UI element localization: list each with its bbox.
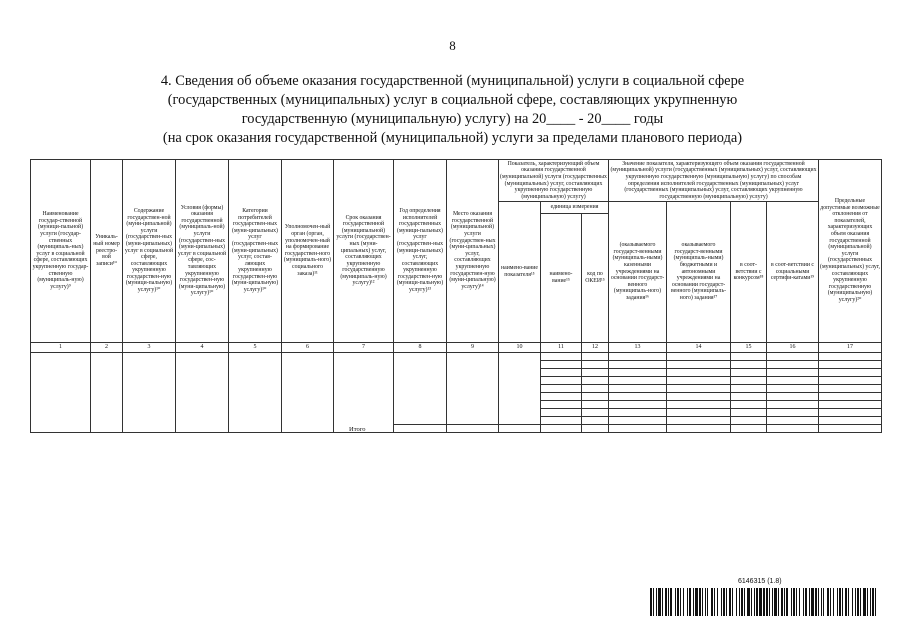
- cell[interactable]: [541, 384, 582, 392]
- column-number: 6: [282, 342, 334, 352]
- cell-service-conditions[interactable]: [176, 352, 229, 432]
- cell[interactable]: [731, 352, 767, 360]
- cell[interactable]: [582, 400, 609, 408]
- column-number: 1: [31, 342, 91, 352]
- total-label: Итого: [349, 426, 366, 433]
- header-executor-year: Год определения исполнителей государственных (муници-пальных) услуг (государствен-ных (муници-пальных) услуг, составляющих укрупненную государствен-ную (муници-пальную) услугу)¹³: [394, 160, 447, 343]
- service-volume-table: [30, 159, 882, 433]
- barcode-bar: [805, 588, 807, 616]
- total-cell[interactable]: [541, 424, 582, 432]
- cell[interactable]: [609, 392, 667, 400]
- barcode-bar: [863, 588, 866, 616]
- cell[interactable]: [731, 384, 767, 392]
- section-title: [60, 72, 845, 148]
- barcode-bar: [793, 588, 795, 616]
- column-number: 14: [667, 342, 731, 352]
- cell[interactable]: [767, 392, 819, 400]
- cell[interactable]: [667, 384, 731, 392]
- column-number: 8: [394, 342, 447, 352]
- barcode-bar: [778, 588, 779, 616]
- cell[interactable]: [819, 352, 882, 360]
- barcode-bar: [811, 588, 814, 616]
- cell[interactable]: [582, 360, 609, 368]
- cell[interactable]: [582, 376, 609, 384]
- column-number: 11: [541, 342, 582, 352]
- header-unit-of-measure: единица измерения: [541, 202, 609, 214]
- column-number: 10: [499, 342, 541, 352]
- barcode-bar: [702, 588, 703, 616]
- barcode-bar: [656, 588, 657, 616]
- cell[interactable]: [609, 408, 667, 416]
- total-service-place[interactable]: [447, 424, 499, 432]
- barcode-bar: [693, 588, 694, 616]
- barcode-bar: [784, 588, 785, 616]
- cell[interactable]: [767, 384, 819, 392]
- barcode-bar: [852, 588, 853, 616]
- cell[interactable]: [731, 416, 767, 424]
- barcode-bar: [821, 588, 822, 616]
- barcode-bar: [677, 588, 679, 616]
- cell[interactable]: [609, 360, 667, 368]
- barcode-bar: [759, 588, 762, 616]
- barcode-bar: [763, 588, 765, 616]
- barcode-bar: [751, 588, 752, 616]
- barcode-bar: [845, 588, 847, 616]
- barcode-bar: [870, 588, 871, 616]
- header-state-assignment-budget: оказываемого государст-венными (муниципаль-ными) бюджетными и автономными учреждениями на основании государст-венного (муниципаль-ного) задания¹⁷: [667, 202, 731, 343]
- barcode-bar: [815, 588, 817, 616]
- header-indicator-value-group: Значение показателя, характеризующего объем оказания государственной (муниципальной) услуги (государственных (муниципальных) услуг, составляющих укрупненную государственную (муниципальную) услугу) по способам определения исполнителей государственных (муниципальных) услуг (государственных (муниципальных) услуг, составляющих укрупненную государственную (муниципальную) услугу): [610, 160, 817, 200]
- cell-service-place[interactable]: [447, 352, 499, 424]
- cell[interactable]: [731, 368, 767, 376]
- cell[interactable]: [731, 400, 767, 408]
- barcode-bar: [769, 588, 770, 616]
- column-number: 13: [609, 342, 667, 352]
- barcode-bar: [683, 588, 684, 616]
- barcode-bar: [650, 588, 652, 616]
- barcode-bar: [721, 588, 722, 616]
- column-number: 17: [819, 342, 882, 352]
- cell[interactable]: [541, 368, 582, 376]
- barcode-bar: [668, 588, 669, 616]
- cell[interactable]: [667, 408, 731, 416]
- total-cell[interactable]: [609, 424, 667, 432]
- header-unit-name: наимено-вание¹⁵: [541, 214, 582, 342]
- barcode-bar: [799, 588, 800, 616]
- cell[interactable]: [767, 376, 819, 384]
- cell[interactable]: [582, 392, 609, 400]
- table-body: [31, 352, 882, 432]
- title-line-3: государственную (муниципальную) услугу) на 20____ - 20____ годы: [241, 111, 664, 127]
- title-line-1: 4. Сведения об объеме оказания государственной (муниципальной) услуги в социальной сфере: [160, 73, 745, 89]
- header-service-conditions: Условия (формы) оказания государственной (муниципаль-ной) услуги (государствен-ных (муни-ципальных) услуг в социальной сфере, сос-тавляющих укрупненную государствен-ную (муни-ципальную) услугу)¹⁰: [176, 160, 229, 343]
- barcode-bar: [723, 588, 725, 616]
- barcode-bar: [729, 588, 731, 616]
- header-authorized-body: Уполномочен-ный орган (орган, уполномочен-ный на формирование государствен-ного (муниципаль-ного) социального заказа)¹¹: [282, 160, 334, 343]
- total-executor-year[interactable]: [394, 424, 447, 432]
- cell-service-content[interactable]: [123, 352, 176, 432]
- barcode-bar: [680, 588, 681, 616]
- header-indicator-name: наимено-вание показателя¹⁵: [499, 202, 541, 343]
- cell[interactable]: [667, 376, 731, 384]
- barcode-bar: [803, 588, 804, 616]
- barcode-bar: [699, 588, 701, 616]
- cell[interactable]: [609, 400, 667, 408]
- barcode-bar: [662, 588, 663, 616]
- column-number: 7: [334, 342, 394, 352]
- barcode-bar: [705, 588, 706, 616]
- barcode-bar: [872, 588, 874, 616]
- header-service-name: Наименование государ-ственной (муници-пальной) услуги (государ-ственных (муниципаль-ных) услуг в социальной сфере, составляющих укрупненную государ-ственную (муниципаль-ную) услугу)⁹: [31, 160, 91, 343]
- cell[interactable]: [609, 352, 667, 360]
- barcode-bar: [839, 588, 841, 616]
- barcode-bar: [754, 588, 755, 616]
- barcode-bar: [766, 588, 768, 616]
- cell[interactable]: [767, 368, 819, 376]
- barcode-bar: [653, 588, 654, 616]
- cell-registry-number[interactable]: [91, 352, 123, 432]
- header-registry-number: Уникаль-ный номер реестро-вой записи¹⁰: [91, 160, 123, 343]
- cell[interactable]: [582, 416, 609, 424]
- header-allowed-deviations: Предельные допустимые возможные отклонения от показателей, характеризующих объем оказания государственной (муниципальной) услуги (государственных (муниципальных) услуг, составляющих укрупненную государственную (муниципальную) услугу)²⁰: [819, 160, 882, 343]
- cell[interactable]: [541, 376, 582, 384]
- barcode-bar: [772, 588, 773, 616]
- cell[interactable]: [582, 352, 609, 360]
- total-cell[interactable]: [767, 424, 819, 432]
- cell[interactable]: [767, 416, 819, 424]
- cell[interactable]: [731, 408, 767, 416]
- barcode-bar: [867, 588, 868, 616]
- total-indicator-name[interactable]: [499, 424, 541, 432]
- barcode-bar: [741, 588, 743, 616]
- column-number: 12: [582, 342, 609, 352]
- cell[interactable]: [541, 360, 582, 368]
- barcode-bar: [744, 588, 745, 616]
- cell-service-term[interactable]: [334, 352, 394, 432]
- barcode-bar: [781, 588, 783, 616]
- header-service-place: Место оказания государственной (муниципальной) услуги (государствен-ных (муни-ципальных) услуг, составляющих укрупненную государствен-ную (муни-ципальную) услугу)¹⁴: [447, 160, 499, 343]
- barcode-bar: [707, 588, 708, 616]
- barcode-bar: [809, 588, 810, 616]
- cell[interactable]: [541, 408, 582, 416]
- cell[interactable]: [819, 408, 882, 416]
- cell[interactable]: [609, 416, 667, 424]
- document-code: 6146315 (1.8): [738, 578, 782, 585]
- page-number: 8: [449, 38, 456, 53]
- cell[interactable]: [609, 368, 667, 376]
- cell[interactable]: [819, 368, 882, 376]
- barcode-bar: [860, 588, 861, 616]
- column-number: 15: [731, 342, 767, 352]
- cell-executor-year[interactable]: [394, 352, 447, 424]
- cell[interactable]: [667, 352, 731, 360]
- barcode-bar: [665, 588, 667, 616]
- column-number: 9: [447, 342, 499, 352]
- header-consumer-categories: Категории потребителей государствен-ных (муни-ципальных) услуг (государствен-ных (муни-ципальных) услуг, состав-ляющих укрупненную государствен-ную (муни-ципальную) услугу)¹⁰: [229, 160, 282, 343]
- barcode-bar: [687, 588, 688, 616]
- barcode-bar: [736, 588, 737, 616]
- header-state-assignment-kazennye: (оказываемого государст-венными (муниципаль-ными) казенными учреждениями на основании государст-венного (муниципаль-ного) задания¹⁶: [609, 202, 667, 343]
- header-volume-indicator-group: Показатель, характеризующий объем оказания государственной (муниципальной) услуги (государственных (муниципальных) услуг, составляющих укрупненную государственную (муниципальную) услугу): [500, 160, 607, 200]
- cell[interactable]: [609, 384, 667, 392]
- cell[interactable]: [767, 360, 819, 368]
- barcode-image: [650, 588, 876, 616]
- total-cell[interactable]: [731, 424, 767, 432]
- cell[interactable]: [667, 400, 731, 408]
- cell[interactable]: [667, 368, 731, 376]
- cell-service-name[interactable]: [31, 352, 91, 432]
- cell[interactable]: [731, 376, 767, 384]
- barcode-bar: [830, 588, 831, 616]
- barcode-bar: [726, 588, 727, 616]
- cell[interactable]: [667, 360, 731, 368]
- barcode-bar: [833, 588, 834, 616]
- cell[interactable]: [541, 400, 582, 408]
- barcode-bar: [689, 588, 691, 616]
- column-number-row: [31, 342, 882, 352]
- cell[interactable]: [731, 392, 767, 400]
- barcode-bar: [670, 588, 672, 616]
- barcode-bar: [756, 588, 758, 616]
- header-okei-code: код по ОКЕИ¹⁵: [582, 214, 609, 342]
- cell-authorized-body[interactable]: [282, 352, 334, 432]
- cell[interactable]: [667, 392, 731, 400]
- barcode-bar: [875, 588, 876, 616]
- barcode-bar: [786, 588, 788, 616]
- barcode-bar: [827, 588, 829, 616]
- header-by-social-certificates: в соот-ветствии с социальными сертифи-катами¹⁹: [767, 202, 819, 343]
- barcode-bar: [855, 588, 856, 616]
- header-service-term: Срок оказания государственной (муниципальной) услуги (государствен-ных (муни-ципальных) услуг, составляющих укрупненную государственную (муниципаль-ную) услугу)¹²: [334, 160, 394, 343]
- cell[interactable]: [541, 416, 582, 424]
- barcode-bar: [717, 588, 718, 616]
- barcode-bar: [774, 588, 777, 616]
- barcode-bar: [818, 588, 819, 616]
- column-number: 2: [91, 342, 123, 352]
- barcode-bar: [842, 588, 843, 616]
- cell-indicator-name[interactable]: [499, 352, 541, 424]
- column-number: 16: [767, 342, 819, 352]
- barcode-bar: [791, 588, 792, 616]
- cell[interactable]: [819, 384, 882, 392]
- header-by-competition: в соот-ветствии с конкурсом¹⁸: [731, 202, 767, 343]
- title-line-2: (государственных (муниципальных) услуг в социальной сфере, составляющих укрупненную: [167, 92, 738, 108]
- title-line-4: (на срок оказания государственной (муниципальной) услуги за пределами планового периода): [162, 130, 743, 146]
- barcode-bar: [796, 588, 797, 616]
- cell[interactable]: [582, 408, 609, 416]
- cell[interactable]: [767, 400, 819, 408]
- total-cell[interactable]: [582, 424, 609, 432]
- total-cell[interactable]: [819, 424, 882, 432]
- barcode-bar: [658, 588, 661, 616]
- cell[interactable]: [819, 400, 882, 408]
- cell[interactable]: [541, 352, 582, 360]
- column-number: 3: [123, 342, 176, 352]
- cell[interactable]: [667, 416, 731, 424]
- header-service-content: Содержание государствен-ной (муни-ципальной) услуги (государствен-ных (муни-ципальных) услуг в социальной сфере, составляющих укрупненную государствен-ную (муници-пальную) услугу)¹⁰: [123, 160, 176, 343]
- table-row: [31, 352, 882, 360]
- barcode-bar: [848, 588, 849, 616]
- total-cell[interactable]: [667, 424, 731, 432]
- cell[interactable]: [819, 416, 882, 424]
- cell[interactable]: [731, 360, 767, 368]
- cell[interactable]: [541, 392, 582, 400]
- cell-consumer-categories[interactable]: [229, 352, 282, 432]
- column-number: 4: [176, 342, 229, 352]
- column-number: 5: [229, 342, 282, 352]
- barcode-bar: [837, 588, 838, 616]
- cell[interactable]: [819, 376, 882, 384]
- cell[interactable]: [582, 384, 609, 392]
- barcode-bar: [732, 588, 733, 616]
- barcode-bar: [711, 588, 713, 616]
- cell[interactable]: [582, 368, 609, 376]
- cell[interactable]: [609, 376, 667, 384]
- barcode-bar: [675, 588, 676, 616]
- cell[interactable]: [767, 352, 819, 360]
- cell[interactable]: [767, 408, 819, 416]
- barcode-bar: [747, 588, 750, 616]
- cell[interactable]: [819, 392, 882, 400]
- barcode-bar: [714, 588, 715, 616]
- barcode-bar: [857, 588, 859, 616]
- cell[interactable]: [819, 360, 882, 368]
- barcode-bar: [739, 588, 740, 616]
- barcode-bar: [695, 588, 698, 616]
- barcode-bar: [823, 588, 824, 616]
